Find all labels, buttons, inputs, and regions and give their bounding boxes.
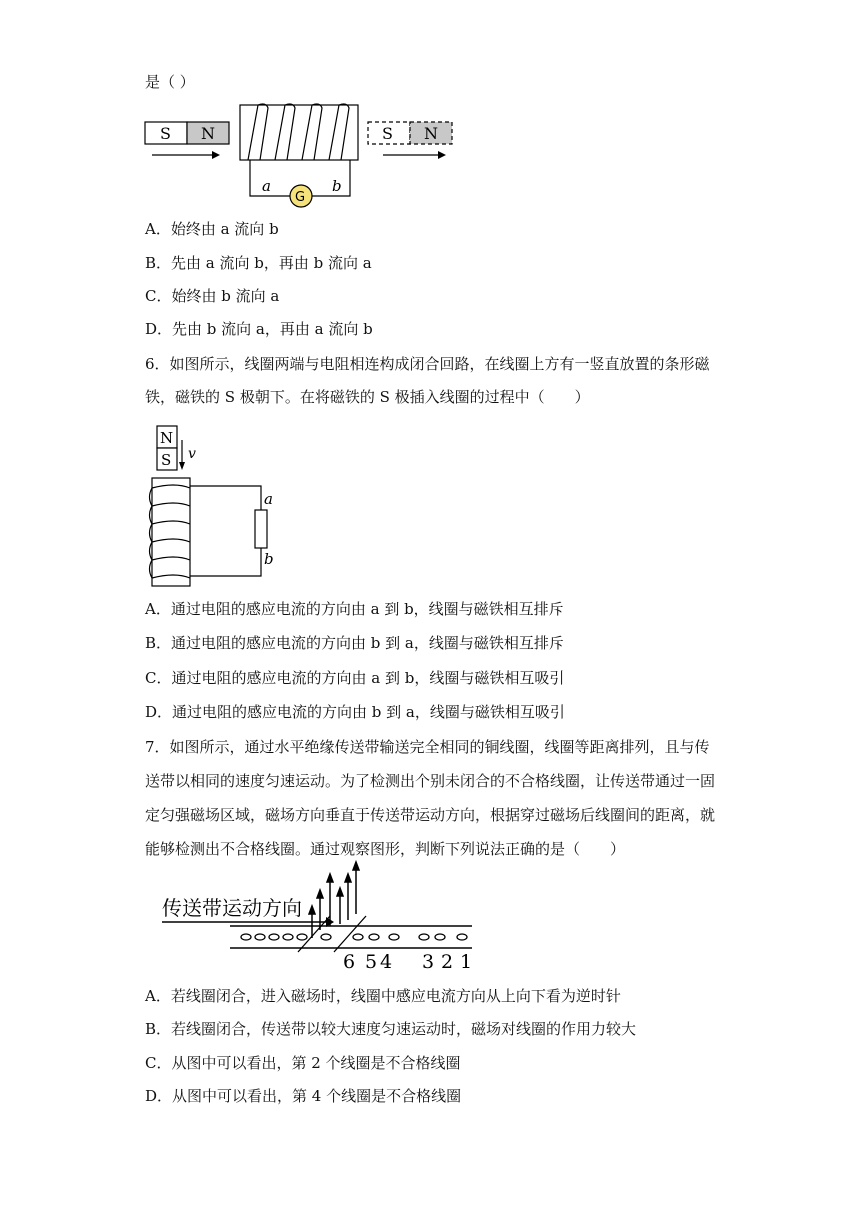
coil-number-5: 5	[365, 951, 378, 973]
q6-stem-line2: 铁，磁铁的 S 极朝下。在将磁铁的 S 极插入线圈的过程中（ ）	[145, 388, 590, 406]
q5-option-a: A．始终由 a 流向 b	[145, 220, 279, 238]
magnet-n-label: N	[160, 429, 174, 447]
q7-stem-line3: 定匀强磁场区域，磁场方向垂直于传送带运动方向，根据穿过磁场后线圈间的距离，就	[145, 806, 716, 824]
coil-number-2: 2	[441, 951, 454, 973]
q6-option-a: A．通过电阻的感应电流的方向由 a 到 b，线圈与磁铁相互排斥	[145, 600, 564, 618]
q6-option-d: D．通过电阻的感应电流的方向由 b 到 a，线圈与磁铁相互吸引	[145, 703, 565, 721]
label-a: a	[262, 177, 271, 195]
q7-option-d: D．从图中可以看出，第 4 个线圈是不合格线圈	[145, 1087, 462, 1105]
q5-option-c: C．始终由 b 流向 a	[145, 287, 280, 305]
coil-number-3: 3	[422, 951, 435, 973]
q6-figure	[145, 422, 285, 592]
q5-stem-tail: 是（ ）	[145, 73, 195, 91]
q7-option-a: A．若线圈闭合，进入磁场时，线圈中感应电流方向从上向下看为逆时针	[145, 987, 621, 1005]
magnet-left-s-label: S	[160, 124, 171, 143]
magnet-right-s-label: S	[382, 124, 393, 143]
q5-figure	[140, 100, 460, 205]
direction-label: 传送带运动方向	[162, 896, 302, 920]
q7-stem-line4: 能够检测出不合格线圈。通过观察图形，判断下列说法正确的是（ ）	[145, 840, 626, 858]
galvanometer-label: G	[295, 190, 306, 205]
magnet-s-label: S	[161, 451, 172, 469]
velocity-label: v	[188, 446, 196, 462]
magnet-right-n-label: N	[424, 124, 438, 143]
coil-number-4: 4	[380, 951, 393, 973]
coil-number-6: 6	[343, 951, 356, 973]
coil-number-1: 1	[460, 951, 473, 973]
label-a: a	[264, 490, 273, 508]
q7-figure	[160, 860, 490, 973]
solenoid	[240, 105, 358, 160]
q6-option-c: C．通过电阻的感应电流的方向由 a 到 b，线圈与磁铁相互吸引	[145, 669, 565, 687]
q6-stem-line1: 6．如图所示，线圈两端与电阻相连构成闭合回路，在线圈上方有一竖直放置的条形磁	[145, 355, 710, 373]
q7-stem-line2: 送带以相同的速度匀速运动。为了检测出个别未闭合的不合格线圈，让传送带通过一固	[145, 772, 716, 790]
q5-option-b: B．先由 a 流向 b，再由 b 流向 a	[145, 254, 372, 272]
q7-option-b: B．若线圈闭合，传送带以较大速度匀速运动时，磁场对线圈的作用力较大	[145, 1020, 637, 1038]
label-b: b	[264, 550, 274, 568]
q7-option-c: C．从图中可以看出，第 2 个线圈是不合格线圈	[145, 1054, 461, 1072]
resistor	[255, 510, 267, 548]
magnet-left-n-label: N	[201, 124, 215, 143]
q7-stem-line1: 7．如图所示，通过水平绝缘传送带输送完全相同的铜线圈，线圈等距离排列，且与传	[145, 738, 710, 756]
q6-option-b: B．通过电阻的感应电流的方向由 b 到 a，线圈与磁铁相互排斥	[145, 634, 564, 652]
q5-option-d: D．先由 b 流向 a，再由 a 流向 b	[145, 320, 373, 338]
label-b: b	[332, 177, 342, 195]
coil	[152, 478, 190, 586]
